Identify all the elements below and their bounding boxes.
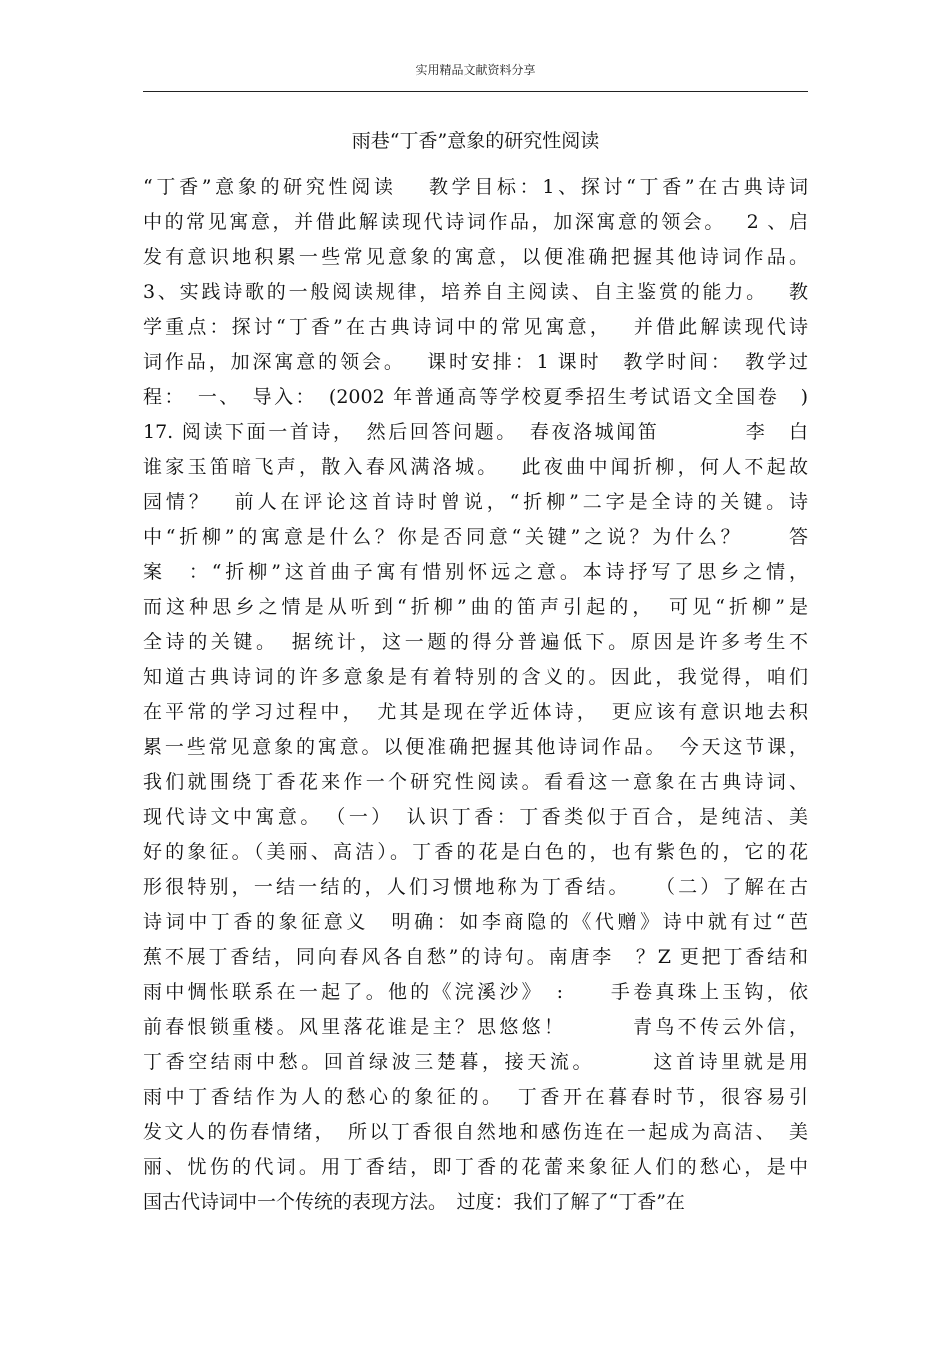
body-line: 蕉不展丁香结，同向春风各自愁”的诗句。南唐李 ？Z 更把丁香结和 bbox=[143, 946, 808, 968]
body-line: 丽、忧伤的代词。用丁香结，即丁香的花蕾来象征人们的愁心，是中 bbox=[143, 1156, 808, 1178]
body-line: 17. 阅读下面一首诗， 然后回答问题。 春夜洛城闻笛 李 白 bbox=[143, 421, 808, 443]
body-line: 3、实践诗歌的一般阅读规律，培养自主阅读、自主鉴赏的能力。 教 bbox=[143, 281, 808, 303]
body-line: 词作品，加深寓意的领会。 课时安排：1 课时 教学时间： 教学过 bbox=[143, 351, 808, 373]
body-line: 知道古典诗词的许多意象是有着特别的含义的。因此，我觉得，咱们 bbox=[143, 666, 808, 688]
body-line: 全诗的关键。 据统计，这一题的得分普遍低下。原因是许多考生不 bbox=[143, 631, 808, 653]
body-line: 学重点：探讨“丁香”在古典诗词中的常见寓意， 并借此解读现代诗 bbox=[143, 316, 808, 338]
body-line: 发文人的伤春情绪， 所以丁香很自然地和感伤连在一起成为高洁、 美 bbox=[143, 1121, 808, 1143]
body-line: 丁香空结雨中愁。回首绿波三楚暮，接天流。 这首诗里就是用 bbox=[143, 1051, 808, 1073]
body-line: 雨中丁香结作为人的愁心的象征的。 丁香开在暮春时节，很容易引 bbox=[143, 1086, 808, 1108]
body-line: 前春恨锁重楼。风里落花谁是主？思悠悠！ 青鸟不传云外信， bbox=[143, 1016, 808, 1038]
body-line: 发有意识地积累一些常见意象的寓意，以便准确把握其他诗词作品。 bbox=[143, 246, 808, 268]
body-line: 谁家玉笛暗飞声，散入春风满洛城。 此夜曲中闻折柳，何人不起故 bbox=[143, 456, 808, 478]
body-line: 在平常的学习过程中， 尤其是现在学近体诗， 更应该有意识地去积 bbox=[143, 701, 808, 723]
body-line: 雨中惆怅联系在一起了。他的《浣溪沙》 : 手卷真珠上玉钩，依 bbox=[143, 981, 808, 1003]
body-line: 形很特别，一结一结的，人们习惯地称为丁香结。 （二）了解在古 bbox=[143, 876, 808, 898]
body-line: 而这种思乡之情是从听到“折柳”曲的笛声引起的， 可见“折柳”是 bbox=[143, 596, 808, 618]
body-line: 累一些常见意象的寓意。以便准确把握其他诗词作品。 今天这节课， bbox=[143, 736, 808, 758]
body-text bbox=[143, 170, 808, 1220]
document-title: 雨巷“丁香”意象的研究性阅读 bbox=[351, 130, 600, 152]
body-line: 案 ：“折柳”这首曲子寓有惜别怀远之意。本诗抒写了思乡之情， bbox=[143, 561, 808, 583]
body-line: 国古代诗词中一个传统的表现方法。 过度：我们了解了“丁香”在 bbox=[143, 1191, 685, 1213]
body-line: 我们就围绕丁香花来作一个研究性阅读。看看这一意象在古典诗词、 bbox=[143, 771, 808, 793]
body-line: 好的象征。（美丽、高洁）。丁香的花是白色的，也有紫色的，它的花 bbox=[143, 841, 808, 863]
body-line: 中的常见寓意，并借此解读现代诗词作品，加深寓意的领会。 2 、启 bbox=[143, 211, 808, 233]
body-line: 中“折柳”的寓意是什么？你是否同意“关键”之说？为什么？ 答 bbox=[143, 526, 808, 548]
body-line: 园情？ 前人在评论这首诗时曾说，“折柳”二字是全诗的关键。诗 bbox=[143, 491, 808, 513]
body-line: 现代诗文中寓意。 （一） 认识丁香：丁香类似于百合，是纯洁、美 bbox=[143, 806, 808, 828]
body-line: “丁香”意象的研究性阅读 教学目标：1、探讨“丁香”在古典诗词 bbox=[143, 176, 808, 198]
header-rule bbox=[143, 91, 808, 92]
page-header: 实用精品文献资料分享 bbox=[415, 63, 536, 77]
body-line: 程： 一、 导入： (2002 年普通高等学校夏季招生考试语文全国卷 ) bbox=[143, 386, 808, 408]
body-line: 诗词中丁香的象征意义 明确：如李商隐的《代赠》诗中就有过“芭 bbox=[143, 911, 808, 933]
